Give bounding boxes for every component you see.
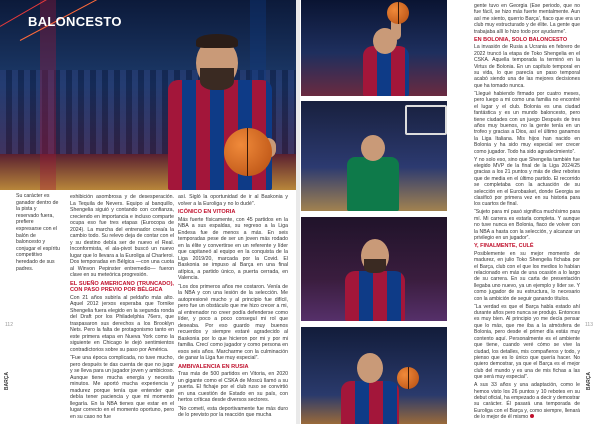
player-beard	[200, 68, 234, 90]
text-column-right	[474, 3, 580, 422]
subheading: Y, FINALMENTE, CULÉ	[474, 243, 534, 250]
paragraph: Y no solo eso, sino que Shengelia también fue elegido MVP de la final de la Liga 2024/25 gracias a los 21 puntos y más de diez rebotes que de media en el último partido. El recorrido se completaba con la actuación de su selección en el Eurobasket, donde Georgia se clasificó por primera vez en su historia para los cuartos de final.	[474, 156, 580, 208]
subheading: AMBIVALENCIA EN RUSIA	[178, 363, 249, 370]
page-number-left: 112	[5, 322, 13, 328]
subheading: EN BOLONIA, SOLO BALONCESTO	[474, 37, 568, 44]
paragraph: Con 21 años subiría al peldaño más alto. Aquel 2012 jerxos esperaba que Tornike Shengelia fuera elegido en la segunda ronda del Draft por los Philadelphia 76ers, que traspasaron sus derechos a los Brooklyn Nets. Pero la falta de protagonismo tanto en este primera etapa en Nueva York como la siguiente en Chicago le dejó sentimientos contradictorios sobre su paso por América.	[70, 294, 174, 353]
section-title: BALONCESTO	[28, 14, 122, 29]
paragraph: “Llegué habiendo firmado por cuatro meses, pero luego a mi como una familia no encontré el lugar y el club. Bolonia es una ciudad fantástica y es un mundo baloncesto, pero tiene ciudades con un juego Después de tres años muy buenos, no la gente tenía en un trofeo y gracias a Dios, así el último ganamos la Liga Italiana. Mis hijos han nacido en Bolonia y ha sido muy especial ver crecer como jugador. Todo ha sido agradecimiento”.	[474, 90, 580, 155]
paragraph: exhibición asombrosa y de desesperación. La Tequila de Nevers. Equipo al banquillo, Shengelia siguió y contando con confianza, creciendo en importancia e incluso comparte ocupa eso fue tres etapas (Eurocopa de 2024). La marcha del entrenador crea/a la cambio todo. Su relevo deja de contar con el y su destino debía ser de nuevo el Real. Inconformista, el ala-pivot buscó un nuevo lugar que lo llevara a la Euroliga al Charleroi. Dos temporadas en Bélgica —con una cuota al Winvon Pepinster entremedio— fueron clave en su meteórica progresión.	[70, 194, 174, 278]
photo-dribble	[301, 327, 447, 424]
paragraph: “Los dos primeros años me costaron. Venía de la NBA y con una lesión de la selección. Me autopresioné mucho y al principio fue difícil, pero fue un obstáculo que me hizo crecer a mi, al entrenador no creer podía defenderse como líder, y poco a poco conseguí mi rol que deseaba. Por eso guardo muy buenos recuerdos y siempre estaré agradecido al Baskonia por lo que hicieron por mi y por mi familia. Crecí como jugador y como persona en esos seis años. Marcharme con la culminación de ganar la Liga fue muy especial”.	[178, 283, 288, 361]
end-of-article-icon	[530, 414, 534, 418]
side-label-left: BARÇA	[4, 372, 10, 391]
paragraph: “No cometí, esta deportivamente fue más duro de lo previsto por la reacción que mucha	[178, 405, 288, 418]
player-head	[361, 135, 385, 161]
paragraph: “Fue una época complicada, no tuve mucho, pero después te das cuenta de que no jugar y se lleva para un jugador joven y ambicioso. Aunque tiene mucha energía y necesita minutos. Me aportó mucha experiencia y madurez porque tenía que entender que debía tener paciencia y que mi momento llegaría. En la NBA tienes que estar en el lugar correcto en el momento oportuno, pero en su caso no fue	[70, 355, 174, 420]
basketball-icon	[387, 2, 409, 24]
paragraph: así. Sigló la oportunidad de ir al Baskonia y volver a la Euroliga y no lo dudé”.	[178, 194, 288, 207]
photo-game-action	[301, 101, 447, 211]
basketball-icon	[397, 367, 419, 389]
basket-hoop-icon	[405, 105, 447, 135]
player-jersey-green	[347, 157, 399, 211]
paragraph: “Sujeto para mí pasó significa muchísimo para mí. Mi carrera es estarla completa. Y aunque no tuve nunca en Bolonia, fiaco de volver con la NBA a hasta con la selección, y alcanzar un privilegio en un jugador”.	[474, 209, 580, 241]
subheading: EL SUEÑO AMERICANO (TRUNCADO), CON PASO PREVIO POR BÉLGICA	[70, 280, 174, 293]
side-label-right: BARÇA	[586, 372, 592, 391]
paragraph: Más fuerte físicamente, con 45 partidos en la NBA a sus espaldas, su regreso a la Liga Endesa fue de menos a más. En seis temporadas pese de ser un joven más rodado en la élite y convertirse en un referente y líder que capitaneó al equipo en la conquista de la Liga 2019/20, marcada por la Covid. El Baskonia se impuso al Barça en una final atípica, a partido único, a puerta cerrada, en Valencia.	[178, 216, 288, 281]
paragraph: “La verdad es que el Barça habla estado ahí durante años pero nunca se produjo. Entonces es muy bien. Al principio yo me decía pensar que lo más, que me iba a la atmósfera de Bolonia, pero desde el primer día estás muy contento aquí. Personalmente es el ambiente que tiene, cuando veré cómo se vive la ciudad, los detalles, mis compañeros y todo, y pienso que es lo único que quería hacer. No quiero demostrar, ya que el Barça es el mejor club del mundo y es una de mis fichas a las que será muy especial”.	[474, 303, 580, 381]
player-jersey	[345, 271, 405, 321]
player-beard	[364, 259, 386, 273]
paragraph: Posiblemente en su mejor momento de madurez, en julio Toko Shengelia fichaba por el Barça, club con el que los medios lo habían relacionado en más de una ocasión a lo largo de su carrera. En su carta de presentación llegaba uno nuevo, ya un ejemplo y líder se. Y como jugador de su estructura, lo necesario con la ambición de seguir ganando títulos.	[474, 250, 580, 302]
player-hair	[196, 34, 238, 48]
paragraph: gente tuvo en Georgia (Ese periodo, que no fue fácil, se hizo más fuerte mentalmente. Aun así me siento, querrio Barça’, fiaco que era un club muy estructurado y de élite. La gente que trabajaba allí lo hizo todo por ayudarme”.	[474, 3, 580, 35]
player-figure	[351, 6, 421, 96]
player-figure	[335, 227, 415, 321]
photo-dunk	[301, 0, 447, 96]
player-figure	[341, 121, 411, 211]
subheading: ICÓNICO EN VITORIA	[178, 209, 236, 215]
text-column-1	[70, 194, 174, 422]
page-number-right: 113	[585, 322, 593, 328]
paragraph	[474, 382, 580, 420]
photo-caption: Su carácter es ganador dentro de la pista y reservado fuera, prefiere expresarse con el balón de baloncesto y conjugar el espíritu competitivo heredado de sus padres.	[16, 193, 60, 272]
photo-portrait	[301, 217, 447, 321]
closing-paragraph: A sus 33 años y una adaptación, como le hemos visto los 26 puntos y 10 rebotes en su debut oficial, ha empezado a decir y demostrar su carácter. Él pasará una temporada de Euroliga con el Barça y, como siempre, llenará de lo mejor de él mismo	[474, 382, 580, 421]
paragraph: Tras más de 500 partidos en Vitoria, en 2020 un gigante como el CSKA de Moscú llamó a su puerta. El fichaje por el club ruso se convirtió en una cuestión de Estado en su país, con hertos críticas desde diversos sectores.	[178, 371, 288, 403]
text-column-2	[178, 194, 288, 421]
page-gutter	[296, 0, 300, 424]
player-jersey	[341, 381, 399, 424]
basketball-icon	[224, 128, 272, 176]
paragraph: La invasión de Rusia a Ucrania en febrero de 2022 truncó la etapa de Toko Shengelia en el CSKA. Aquella temporada la terminó en la Virtus de Bolonia. En un capítulo temporal en su vida, lo que parecía un paso temporal acabó siendo una de las mejores decisiones que ha tomado nunca.	[474, 44, 580, 89]
hero-photo	[0, 0, 296, 190]
player-head	[357, 353, 383, 383]
